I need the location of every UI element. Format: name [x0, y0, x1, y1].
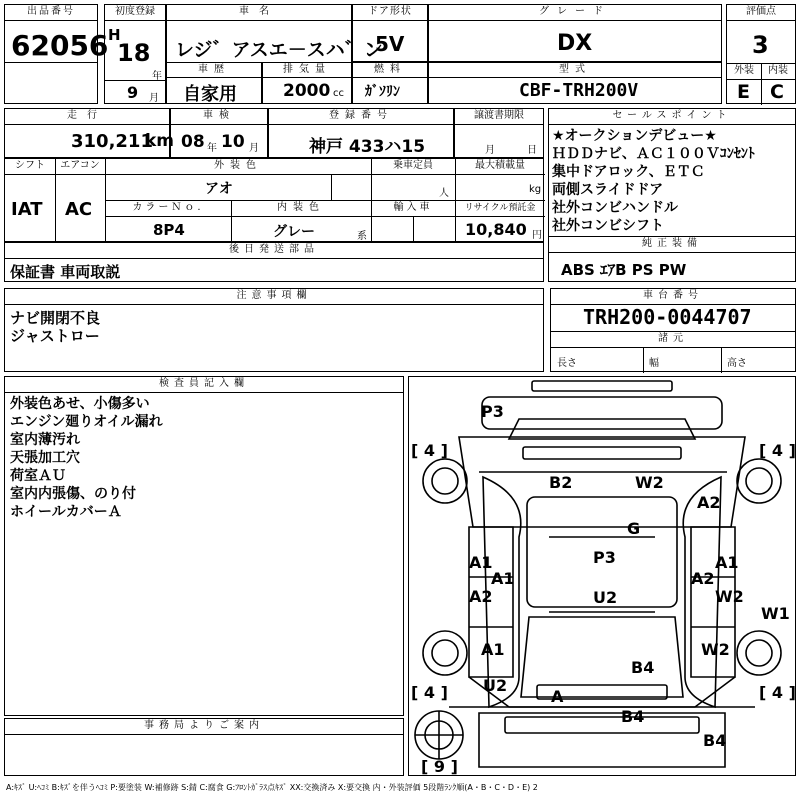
sales-point-1: ★オークションデビュー★ — [552, 128, 717, 144]
first-registration-cell — [104, 4, 166, 104]
inspection-year: 08 — [181, 132, 205, 152]
int-color-label: 内装色 — [277, 202, 325, 213]
inspector-label: 検査員記入欄 — [159, 378, 249, 389]
genuine-label: 純正装備 — [642, 238, 702, 249]
notes-label: 注意事項欄 — [236, 290, 312, 301]
first-registration-month: 9 — [127, 83, 139, 102]
displacement-value: 2000 — [283, 81, 331, 101]
color-no-value: 8P4 — [153, 221, 185, 239]
inspector-note-7: ホイールカバーＡ — [10, 504, 122, 520]
damage-mark: B2 — [549, 473, 573, 492]
inspector-note-5: 荷室ＡＵ — [10, 468, 66, 484]
later-parts-label: 後日発送部品 — [229, 244, 319, 255]
note-1: ナビ開閉不良 — [10, 309, 101, 327]
history-cell — [166, 62, 262, 104]
damage-mark: A — [551, 687, 564, 706]
score-label: 評価点 — [746, 6, 776, 17]
damage-mark: A2 — [469, 587, 493, 606]
car-name-label: 車名 — [239, 6, 279, 17]
spec-block — [4, 158, 544, 242]
office-label: 事務局よりご案内 — [144, 720, 264, 731]
inspector-cell — [4, 376, 404, 716]
first-registration-era: H — [108, 26, 121, 44]
score-cell — [726, 4, 796, 104]
inspector-note-3: 室内薄汚れ — [10, 432, 80, 448]
grade-label: グレード — [539, 6, 611, 17]
lot-cell — [4, 4, 109, 104]
shift-value: IAT — [11, 199, 43, 220]
damage-mark: W2 — [715, 587, 744, 606]
sales-point-5: 社外コンビハンドル — [552, 200, 678, 216]
mileage-label: 走行 — [67, 110, 107, 121]
sales-points-cell — [548, 108, 796, 282]
ext-color-label: 外装色 — [214, 160, 262, 171]
history-label: 車歴 — [198, 64, 230, 75]
model-cell — [428, 62, 722, 104]
inspector-note-1: 外装色あせ、小傷多い — [10, 396, 150, 412]
recycle-unit: 円 — [532, 230, 542, 241]
lot-label: 出品番号 — [27, 6, 75, 17]
inspection-cell — [170, 108, 268, 158]
displacement-label: 排気量 — [283, 64, 331, 75]
inspector-note-4: 天張加工穴 — [10, 450, 80, 466]
damage-mark: W1 — [761, 604, 790, 623]
mileage-unit: km — [145, 131, 175, 151]
fuel-value: ｶﾞｿﾘﾝ — [365, 84, 400, 100]
plate-value: 神戸 433ハ15 — [309, 137, 426, 157]
recycle-value: 10,840 — [465, 220, 527, 239]
sales-point-4: 両側スライドドア — [552, 182, 664, 198]
ext-score: E — [737, 81, 750, 103]
car-name: レジ゛アスエ－スハ゛ン — [175, 39, 383, 61]
chassis-value: TRH200-0044707 — [583, 305, 752, 329]
int-color-value: グレー — [273, 224, 315, 240]
sales-points-label: セールスポイント — [612, 110, 732, 121]
door-label: ドア形状 — [368, 6, 412, 17]
car-diagram — [408, 376, 796, 776]
aircon-value: AC — [65, 199, 93, 220]
transfer-label: 譲渡書期限 — [474, 110, 524, 121]
year-unit: 年 — [152, 71, 162, 82]
sales-point-2: ＨＤＤナビ、ＡＣ１００Ｖｺﾝｾﾝﾄ — [552, 146, 755, 162]
inspection-label: 車検 — [203, 110, 235, 121]
capacity-unit: 人 — [439, 188, 449, 199]
tire-depth-spare: [ 9 ] — [421, 757, 458, 776]
door-cell — [352, 4, 428, 62]
legend: A:ｷｽﾞ U:ﾍｺﾐ B:ｷｽﾞを伴うﾍｺﾐ P:要塗装 W:補修跡 S:錆 C:腐食 G:ﾌﾛﾝﾄｶﾞﾗｽ点ｷｽﾞ XX:交換済み X:要交換 内・外装評価 5段階ﾗﾝｸ順(A・B・C・D・E) 2 — [6, 783, 538, 792]
tire-depth-front-right: [ 4 ] — [759, 441, 796, 460]
damage-mark: P3 — [481, 402, 504, 421]
transfer-cell — [454, 108, 544, 158]
aircon-label: エアコン — [60, 160, 100, 171]
int-score: C — [770, 81, 784, 103]
plate-cell — [268, 108, 454, 158]
inspection-year-unit: 年 — [207, 143, 217, 154]
lot-number: 62056 — [11, 29, 109, 62]
height-label: 高さ — [727, 358, 747, 369]
damage-mark: G — [627, 519, 641, 538]
color-no-label: カラーＮｏ. — [132, 202, 204, 213]
damage-mark: A1 — [469, 553, 493, 572]
displacement-unit: cc — [333, 88, 344, 99]
fuel-cell — [352, 62, 428, 104]
import-label: 輸入車 — [393, 202, 433, 213]
mileage-value: 310,211 — [71, 131, 153, 152]
damage-mark: B4 — [631, 658, 655, 677]
grade-cell — [428, 4, 722, 62]
door-value: 5V — [375, 32, 405, 56]
width-label: 幅 — [649, 358, 659, 369]
int-score-label: 内装 — [768, 65, 788, 76]
note-2: ジャストロー — [10, 327, 100, 345]
plate-label: 登録番号 — [329, 110, 393, 121]
max-load-unit: kg — [529, 184, 542, 195]
damage-mark: U2 — [483, 676, 508, 695]
ext-color-value: アオ — [205, 181, 233, 197]
first-registration-year: 18 — [117, 39, 151, 67]
tire-depth-front-left: [ 4 ] — [411, 441, 448, 460]
displacement-cell — [262, 62, 352, 104]
first-registration-label: 初度登録 — [115, 6, 155, 17]
length-label: 長さ — [557, 358, 577, 369]
model-value: CBF-TRH200V — [519, 80, 639, 101]
inspector-note-6: 室内内張傷、のり付 — [10, 486, 136, 502]
grade-value: DX — [557, 31, 593, 56]
max-load-label: 最大積載量 — [475, 160, 525, 171]
mileage-cell — [4, 108, 175, 158]
dims-label: 諸元 — [658, 333, 688, 344]
recycle-label: リサイクル預託金 — [464, 203, 536, 213]
capacity-label: 乗車定員 — [393, 160, 433, 171]
car-outline — [409, 377, 795, 775]
int-color-suffix: 系 — [357, 231, 367, 242]
damage-mark: A1 — [491, 569, 515, 588]
ext-score-label: 外装 — [734, 65, 754, 76]
inspection-month-unit: 月 — [249, 143, 259, 154]
damage-mark: U2 — [593, 588, 618, 607]
score-value: 3 — [752, 31, 769, 59]
later-parts-value: 保証書 車両取説 — [10, 263, 121, 281]
month-unit: 月 — [149, 93, 159, 104]
damage-mark: B4 — [703, 731, 727, 750]
inspection-month: 10 — [221, 132, 245, 152]
damage-mark: W2 — [701, 640, 730, 659]
transfer-month-unit: 月 — [485, 145, 495, 156]
damage-mark: P3 — [593, 548, 616, 567]
damage-mark: B4 — [621, 707, 645, 726]
history-value: 自家用 — [183, 84, 237, 105]
model-label: 型式 — [559, 64, 591, 75]
office-cell — [4, 718, 404, 776]
inspector-note-2: エンジン廻りオイル漏れ — [10, 414, 163, 430]
sales-point-6: 社外コンビシフト — [552, 218, 664, 234]
chassis-label: 車台番号 — [643, 290, 703, 301]
damage-mark: W2 — [635, 473, 664, 492]
damage-mark: A1 — [715, 553, 739, 572]
fuel-label: 燃料 — [374, 64, 406, 75]
later-parts-cell — [4, 242, 544, 282]
damage-mark: A1 — [481, 640, 505, 659]
tire-depth-rear-left: [ 4 ] — [411, 683, 448, 702]
sales-point-3: 集中ドアロック、ＥＴＣ — [552, 164, 705, 180]
genuine-value: ABS ｴｱB PS PW — [561, 261, 687, 279]
tire-depth-rear-right: [ 4 ] — [759, 683, 796, 702]
damage-mark: A2 — [697, 493, 721, 512]
notes-cell — [4, 288, 544, 372]
transfer-day-unit: 日 — [527, 145, 537, 156]
chassis-cell — [550, 288, 796, 372]
shift-label: シフト — [15, 160, 45, 171]
damage-mark: A2 — [691, 569, 715, 588]
